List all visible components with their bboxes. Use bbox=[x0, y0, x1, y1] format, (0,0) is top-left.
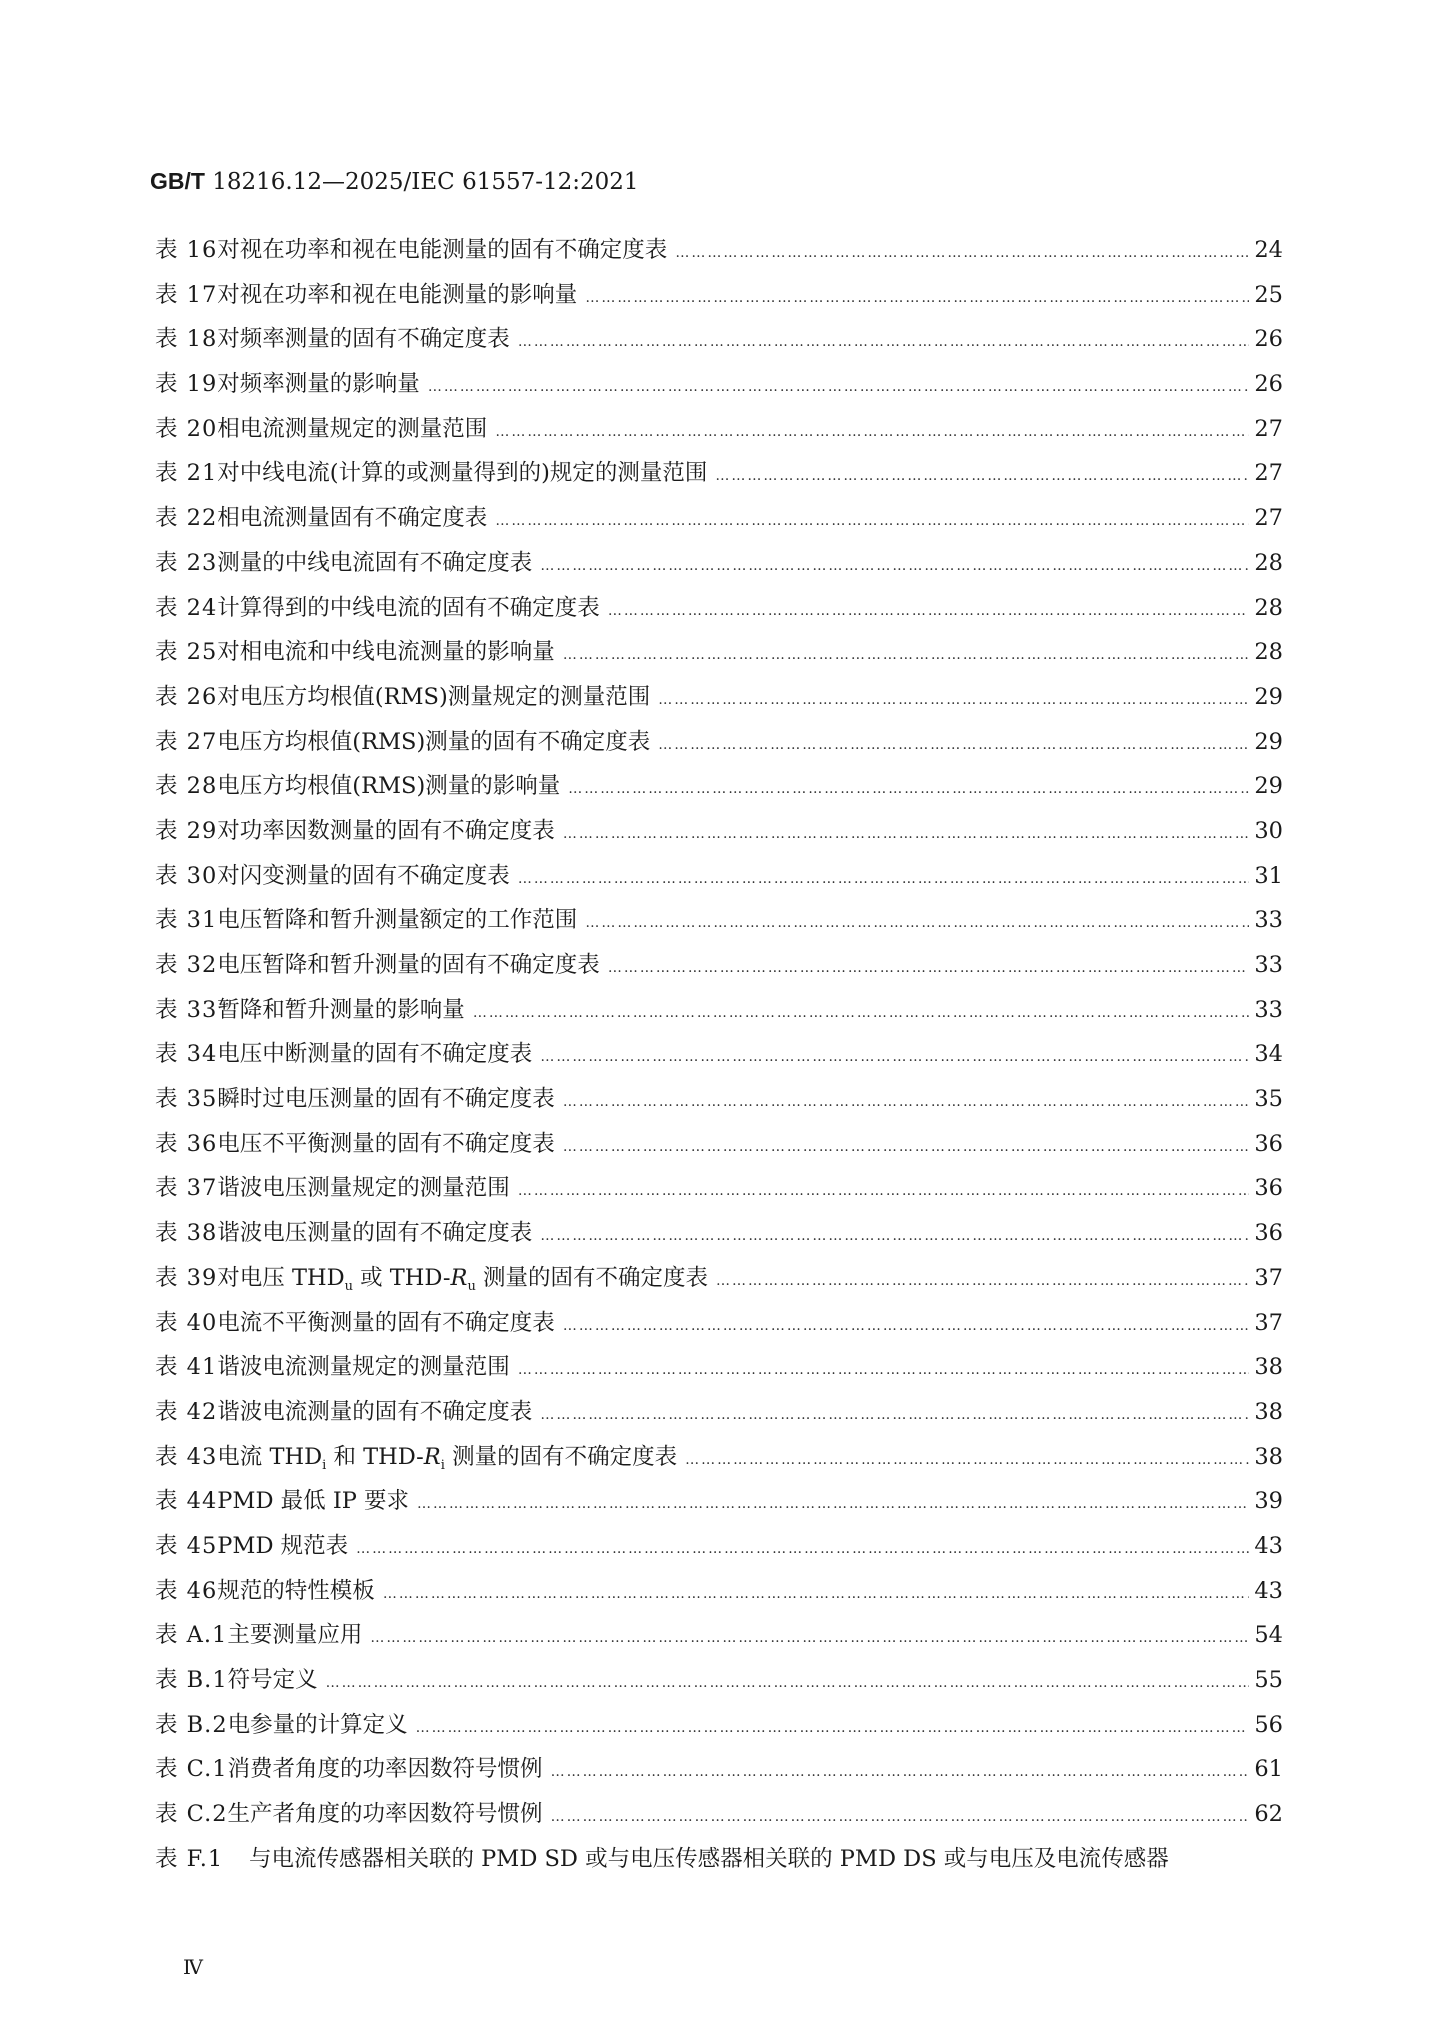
toc-entry[interactable] bbox=[155, 947, 1283, 992]
toc-entry[interactable] bbox=[155, 1036, 1283, 1081]
toc-entry-number: 表 22 bbox=[155, 505, 218, 532]
toc-leader-dots bbox=[416, 1720, 1249, 1736]
toc-leader-dots bbox=[540, 1407, 1249, 1423]
toc-entry-title: 相电流测量规定的测量范围 bbox=[217, 415, 488, 442]
page-number: Ⅳ bbox=[183, 1955, 203, 1979]
toc-entry-number: 表 21 bbox=[155, 460, 218, 487]
toc-leader-dots bbox=[585, 290, 1249, 306]
toc-entry-title: 谐波电压测量的固有不确定度表 bbox=[217, 1220, 533, 1247]
toc-leader-dots bbox=[370, 1630, 1249, 1646]
toc-entry-page: 28 bbox=[1254, 594, 1283, 621]
toc-entry-title: 对频率测量的固有不确定度表 bbox=[217, 326, 510, 353]
toc-entry[interactable] bbox=[155, 1483, 1283, 1528]
toc-entry-title: 暂降和暂升测量的影响量 bbox=[217, 996, 465, 1023]
toc-entry-number: 表 27 bbox=[155, 728, 218, 755]
toc-entry-title: 对视在功率和视在电能测量的影响量 bbox=[217, 281, 578, 308]
toc-entry-title: 对电压方均根值(RMS)测量规定的测量范围 bbox=[217, 683, 651, 710]
toc-entry-title: 电压暂降和暂升测量额定的工作范围 bbox=[217, 907, 578, 934]
toc-entry-number: 表 43 bbox=[155, 1443, 218, 1470]
toc-entry[interactable] bbox=[155, 634, 1283, 679]
toc-leader-dots bbox=[518, 1362, 1249, 1378]
toc-entry-number: 表 38 bbox=[155, 1220, 218, 1247]
toc-entry-number: 表 29 bbox=[155, 817, 218, 844]
toc-entry-page: 27 bbox=[1254, 460, 1283, 487]
toc-entry[interactable] bbox=[155, 1349, 1283, 1394]
toc-leader-dots bbox=[585, 915, 1249, 931]
toc-entry-number: 表 41 bbox=[155, 1354, 218, 1381]
toc-entry-number: 表 32 bbox=[155, 952, 218, 978]
toc-leader-dots bbox=[383, 1586, 1249, 1602]
toc-entry-number: 表 A.1 bbox=[155, 1622, 228, 1649]
toc-entry-page: 27 bbox=[1254, 505, 1283, 532]
toc-entry-number: 表 33 bbox=[155, 996, 218, 1023]
toc-entry[interactable] bbox=[155, 1662, 1283, 1707]
toc-entry-number: 表 C.1 bbox=[155, 1756, 228, 1783]
toc-entry-title: 谐波电流测量的固有不确定度表 bbox=[217, 1398, 533, 1425]
toc-entry-page: 37 bbox=[1254, 1264, 1283, 1291]
toc-entry[interactable] bbox=[155, 1305, 1283, 1350]
toc-entry-page: 29 bbox=[1254, 728, 1283, 755]
toc-entry-page: 39 bbox=[1254, 1488, 1283, 1515]
toc-entry[interactable] bbox=[155, 679, 1283, 724]
toc-entry-number: 表 16 bbox=[155, 237, 218, 263]
toc-entry[interactable] bbox=[155, 1707, 1283, 1752]
toc-entry-page: 36 bbox=[1254, 1130, 1283, 1157]
toc-entry-number: 表 46 bbox=[155, 1577, 218, 1604]
toc-entry[interactable] bbox=[155, 1170, 1283, 1215]
toc-entry-number: 表 30 bbox=[155, 862, 218, 889]
toc-leader-dots bbox=[326, 1675, 1249, 1691]
toc-entry-page: 43 bbox=[1254, 1577, 1283, 1604]
toc-entry-title: 电压方均根值(RMS)测量的固有不确定度表 bbox=[217, 728, 651, 755]
toc-entry-page: 38 bbox=[1254, 1443, 1283, 1470]
toc-entry[interactable] bbox=[155, 1126, 1283, 1171]
toc-entry-page: 56 bbox=[1254, 1711, 1283, 1738]
toc-entry-title: 电压方均根值(RMS)测量的影响量 bbox=[217, 773, 561, 800]
toc-entry-page: 37 bbox=[1254, 1309, 1283, 1336]
toc-entry[interactable] bbox=[155, 1796, 1283, 1841]
toc-entry-number: 表 34 bbox=[155, 1041, 218, 1068]
toc-leader-dots bbox=[540, 1049, 1249, 1065]
toc-leader-dots bbox=[356, 1541, 1249, 1557]
toc-entry-number: 表 20 bbox=[155, 415, 218, 442]
toc-leader-dots bbox=[675, 245, 1249, 261]
toc-entry-page: 29 bbox=[1254, 683, 1283, 710]
toc-entry-title: 电流不平衡测量的固有不确定度表 bbox=[217, 1309, 555, 1336]
toc-entry-number: 表 17 bbox=[155, 281, 218, 308]
toc-entry-page: 34 bbox=[1254, 1041, 1283, 1068]
toc-entry-number: 表 24 bbox=[155, 594, 218, 621]
toc-entry-page: 61 bbox=[1254, 1756, 1283, 1783]
toc-entry-title: 电流 $THD_i$ 和 THD-$R_i$ 测量的固有不确定度表 bbox=[217, 1443, 678, 1473]
toc-leader-dots bbox=[715, 468, 1249, 484]
toc-leader-dots bbox=[608, 960, 1249, 976]
toc-entry-page: 24 bbox=[1254, 237, 1283, 263]
toc-entry-page: 54 bbox=[1254, 1622, 1283, 1649]
toc-entry[interactable] bbox=[155, 1573, 1283, 1618]
toc-entry-number: 表 44 bbox=[155, 1488, 218, 1515]
toc-entry[interactable] bbox=[155, 366, 1283, 411]
toc-entry-page: 43 bbox=[1254, 1532, 1283, 1559]
toc-entry-title: 消费者角度的功率因数符号惯例 bbox=[227, 1756, 543, 1783]
toc-entry[interactable] bbox=[155, 277, 1283, 322]
toc-entry-number: 表 37 bbox=[155, 1175, 218, 1202]
toc-entry-page: 33 bbox=[1254, 996, 1283, 1023]
toc-entry-page: 30 bbox=[1254, 817, 1283, 844]
toc-entry[interactable] bbox=[155, 858, 1283, 903]
toc-entry-number: 表 B.2 bbox=[155, 1711, 228, 1738]
toc-entry[interactable] bbox=[155, 1394, 1283, 1439]
toc-entry[interactable] bbox=[155, 1260, 1283, 1305]
toc-leader-dots bbox=[495, 424, 1249, 440]
toc-entry-title: 测量的中线电流固有不确定度表 bbox=[217, 549, 533, 576]
toc-entry[interactable] bbox=[155, 1215, 1283, 1260]
toc-leader-dots bbox=[563, 826, 1249, 842]
toc-entry[interactable] bbox=[155, 1528, 1283, 1573]
toc-entry-page: 36 bbox=[1254, 1175, 1283, 1202]
toc-entry-page: 26 bbox=[1254, 326, 1283, 353]
toc-entry-number: 表 C.2 bbox=[155, 1801, 228, 1828]
toc-entry-page: 35 bbox=[1254, 1086, 1283, 1113]
toc-entry-title: 谐波电压测量规定的测量范围 bbox=[217, 1175, 510, 1202]
toc-entry-number: 表 40 bbox=[155, 1309, 218, 1336]
toc-leader-dots bbox=[518, 334, 1249, 350]
toc-entry-title: 相电流测量固有不确定度表 bbox=[217, 505, 488, 532]
toc-entry-page: 62 bbox=[1254, 1801, 1283, 1828]
toc-entry-page: 28 bbox=[1254, 549, 1283, 576]
toc-leader-dots bbox=[658, 737, 1249, 753]
toc-entry[interactable] bbox=[155, 232, 1283, 277]
toc-leader-dots bbox=[417, 1496, 1249, 1512]
toc-leader-dots bbox=[495, 513, 1249, 529]
toc-entry-title: PMD 规范表 bbox=[217, 1532, 349, 1559]
toc-entry-number: 表 B.1 bbox=[155, 1667, 228, 1693]
toc-entry-page: 26 bbox=[1254, 371, 1283, 398]
toc-entry-page: 38 bbox=[1254, 1398, 1283, 1425]
toc-leader-dots bbox=[685, 1452, 1249, 1468]
toc-entry[interactable] bbox=[155, 1617, 1283, 1662]
toc-entry[interactable] bbox=[155, 545, 1283, 590]
toc-entry[interactable] bbox=[155, 813, 1283, 858]
toc-entry-number: 表 45 bbox=[155, 1532, 218, 1559]
toc-entry-number: 表 42 bbox=[155, 1398, 218, 1425]
toc-entry[interactable] bbox=[155, 411, 1283, 456]
toc-entry-page: 29 bbox=[1254, 773, 1283, 800]
toc-entry-title: 主要测量应用 bbox=[227, 1622, 363, 1649]
toc-leader-dots bbox=[551, 1764, 1249, 1780]
toc-entry-title: 电压中断测量的固有不确定度表 bbox=[217, 1041, 533, 1068]
toc-leader-dots bbox=[716, 1273, 1249, 1289]
toc-leader-dots bbox=[473, 1005, 1249, 1021]
toc-entry[interactable] bbox=[155, 455, 1283, 500]
toc-entry[interactable] bbox=[155, 321, 1283, 366]
toc-entry-number: 表 F.1 bbox=[155, 1845, 224, 1872]
toc-leader-dots bbox=[518, 871, 1249, 887]
toc-entry-title: 电压暂降和暂升测量的固有不确定度表 bbox=[217, 952, 600, 978]
table-of-contents bbox=[155, 232, 1283, 1885]
toc-entry-title: 对频率测量的影响量 bbox=[217, 371, 420, 398]
toc-entry[interactable] bbox=[155, 1751, 1283, 1796]
toc-entry-title: 对闪变测量的固有不确定度表 bbox=[217, 862, 510, 889]
toc-entry-page: 27 bbox=[1254, 415, 1283, 442]
toc-leader-dots bbox=[608, 603, 1249, 619]
toc-entry-title: 对相电流和中线电流测量的影响量 bbox=[217, 639, 555, 666]
toc-entry-title: PMD 最低 IP 要求 bbox=[217, 1488, 409, 1515]
toc-entry-number: 表 26 bbox=[155, 683, 218, 710]
toc-entry-page: 25 bbox=[1254, 281, 1283, 308]
toc-entry-title: 电参量的计算定义 bbox=[227, 1711, 408, 1738]
toc-leader-dots bbox=[428, 379, 1249, 395]
toc-entry[interactable] bbox=[155, 500, 1283, 545]
toc-leader-dots bbox=[568, 781, 1249, 797]
toc-entry-page: 31 bbox=[1254, 862, 1283, 889]
document-header bbox=[150, 168, 639, 195]
toc-entry[interactable] bbox=[155, 1439, 1283, 1484]
toc-leader-dots bbox=[540, 558, 1249, 574]
toc-entry-title: 电压不平衡测量的固有不确定度表 bbox=[217, 1130, 555, 1157]
toc-entry-page: 38 bbox=[1254, 1354, 1283, 1381]
toc-leader-dots bbox=[563, 1094, 1249, 1110]
toc-entry-title: 规范的特性模板 bbox=[217, 1577, 375, 1604]
toc-entry-number: 表 36 bbox=[155, 1130, 218, 1157]
toc-leader-dots bbox=[563, 647, 1249, 663]
toc-entry-number: 表 25 bbox=[155, 639, 218, 666]
toc-entry-title: 瞬时过电压测量的固有不确定度表 bbox=[217, 1086, 555, 1113]
toc-entry-number: 表 31 bbox=[155, 907, 218, 934]
toc-entry-page: 28 bbox=[1254, 639, 1283, 666]
toc-entry-number: 表 35 bbox=[155, 1086, 218, 1113]
toc-entry-number: 表 39 bbox=[155, 1264, 218, 1291]
toc-entry-title: 对中线电流(计算的或测量得到的)规定的测量范围 bbox=[217, 460, 708, 487]
toc-entry[interactable] bbox=[155, 1081, 1283, 1126]
toc-entry-number: 表 28 bbox=[155, 773, 218, 800]
toc-entry-number: 表 19 bbox=[155, 371, 218, 398]
toc-entry-page: 36 bbox=[1254, 1220, 1283, 1247]
standard-prefix: GB/T bbox=[150, 168, 205, 194]
toc-entry-title: 谐波电流测量规定的测量范围 bbox=[217, 1354, 510, 1381]
toc-entry-title: 与电流传感器相关联的 PMD SD 或与电压传感器相关联的 PMD DS 或与电压及电流传感器 bbox=[249, 1845, 1169, 1872]
toc-entry-number: 表 23 bbox=[155, 549, 218, 576]
toc-entry-page: 33 bbox=[1254, 907, 1283, 934]
toc-entry-title: 生产者角度的功率因数符号惯例 bbox=[227, 1801, 543, 1828]
toc-leader-dots bbox=[563, 1318, 1249, 1334]
toc-leader-dots bbox=[658, 692, 1249, 708]
toc-entry-title: 对视在功率和视在电能测量的固有不确定度表 bbox=[217, 237, 668, 263]
toc-entry[interactable] bbox=[155, 590, 1283, 635]
toc-entry[interactable] bbox=[155, 992, 1283, 1037]
toc-entry-title: 计算得到的中线电流的固有不确定度表 bbox=[217, 594, 600, 621]
toc-leader-dots bbox=[563, 1139, 1249, 1155]
toc-entry-page: 33 bbox=[1254, 952, 1283, 978]
toc-leader-dots bbox=[551, 1809, 1249, 1825]
toc-entry-title: 对功率因数测量的固有不确定度表 bbox=[217, 817, 555, 844]
toc-entry[interactable] bbox=[155, 724, 1283, 769]
toc-entry[interactable] bbox=[155, 768, 1283, 813]
toc-leader-dots bbox=[540, 1228, 1249, 1244]
toc-entry-title: 符号定义 bbox=[227, 1667, 318, 1693]
toc-entry-page: 55 bbox=[1254, 1667, 1283, 1693]
standard-code: 18216.12—2025/IEC 61557-12:2021 bbox=[212, 169, 639, 195]
toc-entry[interactable] bbox=[155, 1841, 1283, 1886]
toc-leader-dots bbox=[518, 1183, 1249, 1199]
toc-entry-title: 对电压 $THD_u$ 或 THD-$R_u$ 测量的固有不确定度表 bbox=[217, 1264, 708, 1294]
toc-entry-number: 表 18 bbox=[155, 326, 218, 353]
toc-entry[interactable] bbox=[155, 902, 1283, 947]
